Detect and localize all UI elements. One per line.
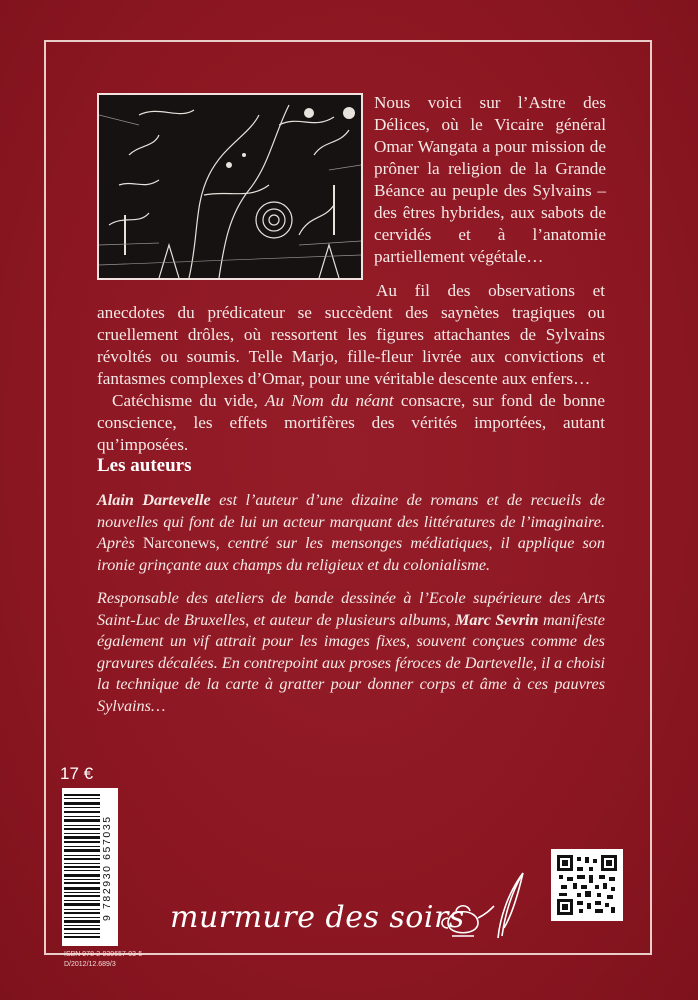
author-bio-1 xyxy=(97,490,605,576)
author-name-2: Marc Sevrin xyxy=(455,610,539,629)
barcode-digits: 9 782930 657035 xyxy=(101,815,113,921)
bio-1-text-b: , centré sur les mensonges médiatiques, il applique son ironie grinçante aux champs du religieux et du colonialisme. xyxy=(97,534,605,574)
price-label: 17 € xyxy=(60,764,94,783)
synopsis-paragraph-3 xyxy=(97,390,605,456)
p3-before: Catéchisme du vide, xyxy=(112,391,265,410)
book-title: Au Nom du néant xyxy=(264,391,394,410)
synopsis-paragraph-1: Nous voici sur l’Astre des Délices, où le Vicaire général Omar Wangata a pour mission de prôner la religion de la Grande Béance au peuple des Sylvains – des êtres hybrides, aux sabots de cervidés et à l’anatomie partiellement végétale… xyxy=(374,93,606,266)
author-name-1: Alain Dartevelle xyxy=(97,491,211,509)
qr-code-icon[interactable] xyxy=(551,849,623,921)
publisher-logo-text: murmure des soirs xyxy=(170,900,465,935)
isbn-block xyxy=(64,950,142,970)
isbn-number: ISBN 978-2-930657-03-5 xyxy=(64,951,143,958)
scratchboard-illustration xyxy=(97,93,363,280)
previous-book: Narconews xyxy=(142,534,216,552)
authors-heading: Les auteurs xyxy=(97,455,192,476)
synopsis-paragraph-2: Au fil des observations et anecdotes du prédicateur se succèdent des saynètes tragiques ou cruellement drôles, où ressortent les figures attachantes de Sylvains révoltés ou soumis. Telle Marjo, fille-fleur livrée aux convictions et fantasmes complexes d’Omar, pour une véritable descente aux enfers… xyxy=(97,281,605,388)
legal-deposit: D/2012/12.689/3 xyxy=(64,961,116,968)
author-bio-2 xyxy=(97,588,605,717)
bio-2-text-a: Responsable des ateliers de bande dessinée à l’Ecole supérieure des Arts Saint-Luc de Bruxelles, et auteur de plusieurs albums, xyxy=(97,589,605,629)
bio-2-text-b: manifeste également un vif attrait pour les images fixes, souvent conçues comme des gravures décalées. En contrepoint aux proses féroces de Dartevelle, il a choisi la technique de la carte à gratter pour donner corps et âme à ces pauvres Sylvains… xyxy=(97,610,605,715)
bio-1-text-a: est l’auteur d’une dizaine de romans et de recueils de nouvelles qui font de lui un acteur marquant des littératures de l’imaginaire. Après xyxy=(97,491,605,552)
p3-after: consacre, sur fond de bonne conscience, les effets mortifères des vérités importées, autant qu’imposées. xyxy=(97,391,605,454)
